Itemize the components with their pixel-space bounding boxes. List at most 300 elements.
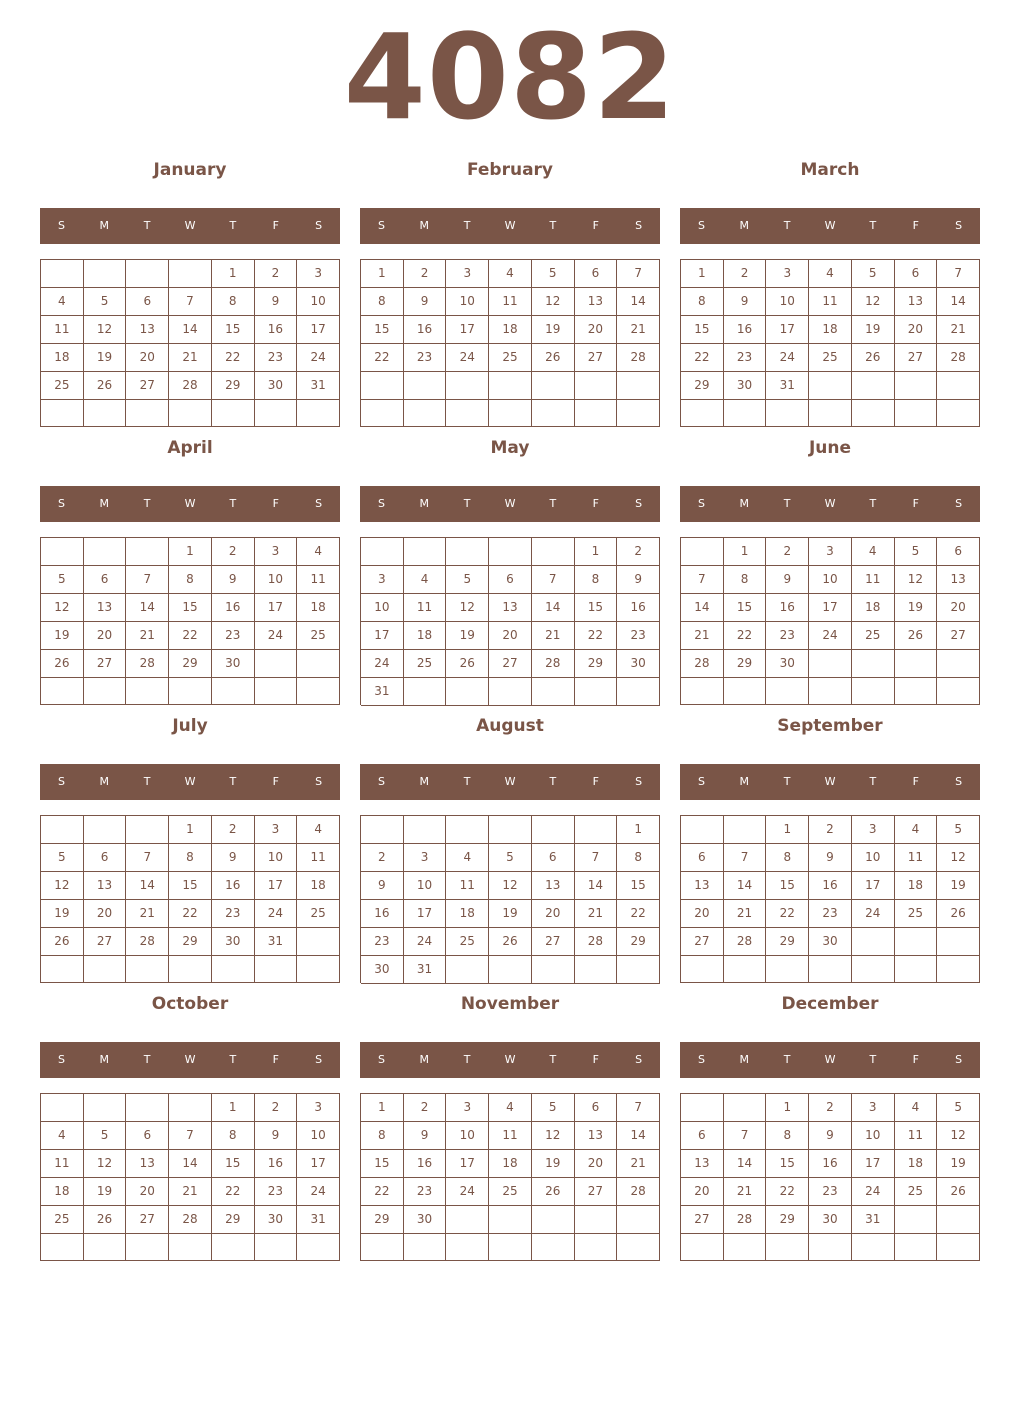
weekday-label: S — [697, 497, 705, 510]
day-cell: 20 — [895, 316, 938, 344]
weekday-label: M — [419, 1053, 430, 1066]
empty-cell — [404, 1234, 447, 1261]
day-cell: 11 — [404, 594, 447, 622]
day-cell: 2 — [809, 1094, 852, 1122]
day-cell: 18 — [446, 900, 489, 928]
empty-cell — [809, 400, 852, 427]
day-cell: 14 — [169, 316, 212, 344]
day-cell: 26 — [41, 650, 84, 678]
weekday-label: S — [635, 1053, 643, 1066]
weekday-header — [40, 764, 340, 800]
day-cell: 1 — [575, 538, 618, 566]
empty-cell — [575, 956, 618, 984]
day-cell: 2 — [255, 1094, 298, 1122]
day-cell: 18 — [489, 1150, 532, 1178]
day-grid — [680, 815, 980, 983]
day-cell: 20 — [532, 900, 575, 928]
day-cell: 25 — [809, 344, 852, 372]
weekday-label: T — [549, 775, 557, 788]
day-cell: 19 — [84, 1178, 127, 1206]
empty-cell — [169, 1094, 212, 1122]
day-cell: 29 — [724, 650, 767, 678]
weekday-header — [360, 208, 660, 244]
day-cell: 27 — [489, 650, 532, 678]
weekday-label: W — [824, 1053, 836, 1066]
month-name: February — [466, 160, 554, 180]
empty-cell — [532, 678, 575, 706]
day-cell: 16 — [617, 594, 660, 622]
day-cell: 12 — [532, 288, 575, 316]
day-cell: 17 — [255, 872, 298, 900]
day-cell: 16 — [361, 900, 404, 928]
day-cell: 11 — [852, 566, 895, 594]
day-cell: 21 — [169, 1178, 212, 1206]
empty-cell — [361, 816, 404, 844]
weekday-label: M — [419, 497, 430, 510]
month-name: November — [460, 994, 560, 1014]
day-cell: 2 — [255, 260, 298, 288]
day-cell: 28 — [617, 344, 660, 372]
day-cell: 10 — [297, 1122, 340, 1150]
day-cell: 22 — [212, 344, 255, 372]
empty-cell — [852, 400, 895, 427]
empty-cell — [169, 260, 212, 288]
day-grid — [40, 1093, 340, 1261]
day-cell: 31 — [297, 1206, 340, 1234]
weekday-label: W — [184, 219, 196, 232]
empty-cell — [532, 372, 575, 400]
weekday-label: T — [783, 497, 791, 510]
day-cell: 6 — [84, 844, 127, 872]
empty-cell — [489, 678, 532, 706]
weekday-label: T — [869, 1053, 877, 1066]
weekday-label: S — [377, 1053, 385, 1066]
day-cell: 3 — [297, 260, 340, 288]
empty-cell — [41, 260, 84, 288]
empty-cell — [809, 678, 852, 705]
day-cell: 16 — [809, 1150, 852, 1178]
day-cell: 26 — [84, 372, 127, 400]
day-cell: 5 — [895, 538, 938, 566]
day-cell: 24 — [297, 1178, 340, 1206]
empty-cell — [169, 400, 212, 427]
day-cell: 1 — [212, 1094, 255, 1122]
day-cell: 13 — [84, 594, 127, 622]
day-cell: 30 — [212, 928, 255, 956]
day-cell: 17 — [446, 1150, 489, 1178]
day-cell: 29 — [575, 650, 618, 678]
day-grid — [40, 259, 340, 427]
day-cell: 8 — [766, 844, 809, 872]
day-cell: 6 — [126, 1122, 169, 1150]
day-cell: 23 — [404, 344, 447, 372]
day-grid — [360, 537, 660, 705]
empty-cell — [84, 678, 127, 705]
weekday-label: S — [315, 775, 323, 788]
weekday-label: S — [315, 1053, 323, 1066]
empty-cell — [41, 1234, 84, 1261]
empty-cell — [126, 678, 169, 705]
month-name: April — [167, 438, 213, 458]
day-cell: 5 — [446, 566, 489, 594]
weekday-label: T — [229, 775, 237, 788]
day-cell: 15 — [617, 872, 660, 900]
weekday-label: T — [783, 1053, 791, 1066]
empty-cell — [489, 956, 532, 984]
day-cell: 19 — [937, 872, 980, 900]
day-cell: 15 — [724, 594, 767, 622]
day-cell: 3 — [766, 260, 809, 288]
day-cell: 24 — [852, 900, 895, 928]
empty-cell — [84, 538, 127, 566]
weekday-label: S — [377, 219, 385, 232]
day-cell: 3 — [404, 844, 447, 872]
day-cell: 26 — [84, 1206, 127, 1234]
day-cell: 11 — [895, 844, 938, 872]
day-grid — [680, 537, 980, 705]
day-cell: 12 — [41, 594, 84, 622]
empty-cell — [766, 678, 809, 705]
day-cell: 18 — [41, 1178, 84, 1206]
day-cell: 9 — [617, 566, 660, 594]
weekday-label: S — [635, 219, 643, 232]
day-cell: 8 — [212, 288, 255, 316]
day-cell: 12 — [84, 316, 127, 344]
day-cell: 29 — [212, 1206, 255, 1234]
day-cell: 22 — [169, 900, 212, 928]
empty-cell — [361, 1234, 404, 1261]
empty-cell — [724, 956, 767, 983]
day-cell: 15 — [575, 594, 618, 622]
day-cell: 19 — [489, 900, 532, 928]
day-cell: 13 — [575, 288, 618, 316]
empty-cell — [212, 400, 255, 427]
year-title: 4082 — [343, 8, 677, 146]
empty-cell — [937, 650, 980, 678]
empty-cell — [852, 1234, 895, 1261]
weekday-header — [40, 486, 340, 522]
day-cell: 23 — [724, 344, 767, 372]
day-cell: 7 — [937, 260, 980, 288]
day-cell: 3 — [852, 1094, 895, 1122]
day-cell: 19 — [41, 622, 84, 650]
day-cell: 29 — [766, 1206, 809, 1234]
day-cell: 8 — [575, 566, 618, 594]
empty-cell — [895, 372, 938, 400]
day-cell: 19 — [446, 622, 489, 650]
day-cell: 11 — [297, 566, 340, 594]
day-cell: 2 — [724, 260, 767, 288]
day-cell: 24 — [852, 1178, 895, 1206]
day-cell: 21 — [169, 344, 212, 372]
day-cell: 3 — [809, 538, 852, 566]
day-cell: 16 — [212, 872, 255, 900]
weekday-label: T — [463, 775, 471, 788]
empty-cell — [41, 816, 84, 844]
empty-cell — [126, 816, 169, 844]
day-cell: 28 — [617, 1178, 660, 1206]
weekday-label: T — [143, 775, 151, 788]
day-cell: 27 — [681, 928, 724, 956]
weekday-label: F — [912, 219, 919, 232]
day-cell: 5 — [532, 1094, 575, 1122]
weekday-label: T — [229, 497, 237, 510]
day-cell: 3 — [446, 260, 489, 288]
month-name: March — [800, 160, 860, 180]
day-cell: 20 — [84, 900, 127, 928]
day-cell: 25 — [489, 344, 532, 372]
day-cell: 7 — [532, 566, 575, 594]
empty-cell — [169, 956, 212, 983]
day-cell: 29 — [617, 928, 660, 956]
empty-cell — [575, 1234, 618, 1261]
day-cell: 11 — [489, 288, 532, 316]
weekday-header — [360, 1042, 660, 1078]
day-cell: 17 — [297, 316, 340, 344]
day-cell: 6 — [681, 1122, 724, 1150]
weekday-label: M — [99, 1053, 110, 1066]
weekday-label: M — [739, 775, 750, 788]
day-cell: 17 — [297, 1150, 340, 1178]
day-cell: 12 — [852, 288, 895, 316]
empty-cell — [681, 816, 724, 844]
day-cell: 18 — [297, 872, 340, 900]
day-cell: 20 — [575, 316, 618, 344]
day-cell: 10 — [255, 844, 298, 872]
day-cell: 16 — [255, 1150, 298, 1178]
day-cell: 25 — [852, 622, 895, 650]
day-cell: 14 — [532, 594, 575, 622]
day-cell: 18 — [489, 316, 532, 344]
weekday-label: T — [549, 1053, 557, 1066]
weekday-label: F — [592, 775, 599, 788]
empty-cell — [617, 400, 660, 428]
day-cell: 7 — [681, 566, 724, 594]
day-cell: 14 — [617, 288, 660, 316]
day-cell: 13 — [937, 566, 980, 594]
day-cell: 13 — [84, 872, 127, 900]
day-cell: 16 — [404, 1150, 447, 1178]
empty-cell — [41, 678, 84, 705]
month-name: January — [153, 160, 227, 180]
weekday-label: F — [272, 219, 279, 232]
day-cell: 18 — [809, 316, 852, 344]
weekday-header — [680, 486, 980, 522]
month-name: June — [808, 438, 852, 458]
empty-cell — [255, 956, 298, 983]
empty-cell — [724, 400, 767, 427]
weekday-label: T — [463, 219, 471, 232]
day-cell: 30 — [724, 372, 767, 400]
empty-cell — [895, 400, 938, 427]
empty-cell — [681, 400, 724, 427]
empty-cell — [297, 650, 340, 678]
day-cell: 17 — [255, 594, 298, 622]
weekday-label: M — [739, 1053, 750, 1066]
day-cell: 14 — [937, 288, 980, 316]
day-cell: 21 — [617, 1150, 660, 1178]
weekday-header — [680, 208, 980, 244]
day-cell: 2 — [212, 538, 255, 566]
weekday-label: W — [504, 497, 516, 510]
weekday-label: W — [504, 775, 516, 788]
day-cell: 10 — [852, 1122, 895, 1150]
weekday-label: T — [143, 1053, 151, 1066]
day-cell: 29 — [212, 372, 255, 400]
day-cell: 8 — [724, 566, 767, 594]
day-cell: 31 — [766, 372, 809, 400]
empty-cell — [575, 1206, 618, 1234]
day-cell: 20 — [937, 594, 980, 622]
day-cell: 19 — [532, 1150, 575, 1178]
day-cell: 28 — [724, 1206, 767, 1234]
empty-cell — [446, 1206, 489, 1234]
day-cell: 27 — [681, 1206, 724, 1234]
day-cell: 22 — [766, 900, 809, 928]
empty-cell — [84, 816, 127, 844]
weekday-label: F — [272, 1053, 279, 1066]
day-cell: 6 — [126, 288, 169, 316]
weekday-label: T — [463, 497, 471, 510]
empty-cell — [126, 1234, 169, 1261]
weekday-label: M — [739, 219, 750, 232]
day-cell: 12 — [489, 872, 532, 900]
weekday-label: T — [869, 219, 877, 232]
day-cell: 30 — [255, 1206, 298, 1234]
day-cell: 21 — [126, 622, 169, 650]
empty-cell — [532, 1234, 575, 1261]
day-cell: 17 — [809, 594, 852, 622]
weekday-label: T — [229, 1053, 237, 1066]
day-cell: 29 — [169, 650, 212, 678]
day-cell: 15 — [766, 872, 809, 900]
empty-cell — [446, 372, 489, 400]
day-cell: 13 — [681, 872, 724, 900]
empty-cell — [361, 400, 404, 428]
empty-cell — [809, 650, 852, 678]
day-cell: 31 — [404, 956, 447, 984]
day-cell: 1 — [361, 1094, 404, 1122]
day-cell: 11 — [809, 288, 852, 316]
weekday-label: W — [824, 775, 836, 788]
day-cell: 31 — [852, 1206, 895, 1234]
weekday-label: M — [99, 219, 110, 232]
weekday-label: S — [377, 497, 385, 510]
day-grid — [40, 815, 340, 983]
weekday-label: S — [57, 219, 65, 232]
day-cell: 25 — [895, 1178, 938, 1206]
day-cell: 21 — [126, 900, 169, 928]
day-cell: 10 — [446, 1122, 489, 1150]
day-cell: 8 — [212, 1122, 255, 1150]
day-cell: 14 — [126, 872, 169, 900]
empty-cell — [126, 400, 169, 427]
empty-cell — [361, 538, 404, 566]
day-cell: 21 — [575, 900, 618, 928]
day-cell: 30 — [361, 956, 404, 984]
day-cell: 27 — [532, 928, 575, 956]
empty-cell — [361, 372, 404, 400]
day-cell: 25 — [297, 900, 340, 928]
weekday-label: W — [184, 497, 196, 510]
weekday-label: S — [635, 497, 643, 510]
day-cell: 13 — [681, 1150, 724, 1178]
day-cell: 26 — [532, 344, 575, 372]
day-cell: 20 — [126, 1178, 169, 1206]
day-cell: 27 — [895, 344, 938, 372]
day-cell: 29 — [169, 928, 212, 956]
weekday-label: T — [869, 775, 877, 788]
weekday-label: W — [504, 219, 516, 232]
empty-cell — [681, 956, 724, 983]
day-grid — [40, 537, 340, 705]
day-cell: 26 — [937, 1178, 980, 1206]
day-cell: 27 — [126, 1206, 169, 1234]
day-cell: 15 — [766, 1150, 809, 1178]
day-cell: 8 — [681, 288, 724, 316]
day-cell: 19 — [84, 344, 127, 372]
day-cell: 3 — [255, 816, 298, 844]
day-cell: 6 — [575, 1094, 618, 1122]
day-cell: 8 — [169, 566, 212, 594]
weekday-label: T — [549, 219, 557, 232]
day-cell: 10 — [255, 566, 298, 594]
day-cell: 23 — [809, 1178, 852, 1206]
day-cell: 19 — [532, 316, 575, 344]
day-cell: 10 — [361, 594, 404, 622]
day-cell: 2 — [404, 260, 447, 288]
empty-cell — [895, 956, 938, 983]
day-cell: 12 — [937, 1122, 980, 1150]
empty-cell — [446, 538, 489, 566]
day-cell: 24 — [255, 622, 298, 650]
day-cell: 18 — [895, 872, 938, 900]
day-cell: 3 — [852, 816, 895, 844]
empty-cell — [852, 650, 895, 678]
weekday-label: T — [463, 1053, 471, 1066]
day-cell: 3 — [297, 1094, 340, 1122]
empty-cell — [575, 400, 618, 428]
day-cell: 9 — [212, 566, 255, 594]
month-name: September — [777, 716, 883, 736]
empty-cell — [446, 678, 489, 706]
empty-cell — [212, 956, 255, 983]
empty-cell — [404, 538, 447, 566]
day-cell: 10 — [766, 288, 809, 316]
day-cell: 25 — [404, 650, 447, 678]
day-cell: 4 — [446, 844, 489, 872]
weekday-header — [40, 1042, 340, 1078]
day-cell: 24 — [255, 900, 298, 928]
weekday-label: F — [912, 497, 919, 510]
day-cell: 22 — [766, 1178, 809, 1206]
day-cell: 5 — [532, 260, 575, 288]
day-cell: 29 — [766, 928, 809, 956]
day-cell: 1 — [766, 1094, 809, 1122]
empty-cell — [489, 816, 532, 844]
day-cell: 22 — [361, 344, 404, 372]
weekday-label: T — [783, 775, 791, 788]
day-cell: 22 — [575, 622, 618, 650]
weekday-label: S — [377, 775, 385, 788]
empty-cell — [532, 816, 575, 844]
day-cell: 1 — [169, 816, 212, 844]
day-cell: 28 — [126, 928, 169, 956]
weekday-label: F — [592, 497, 599, 510]
day-cell: 16 — [766, 594, 809, 622]
day-cell: 9 — [404, 288, 447, 316]
empty-cell — [617, 678, 660, 706]
